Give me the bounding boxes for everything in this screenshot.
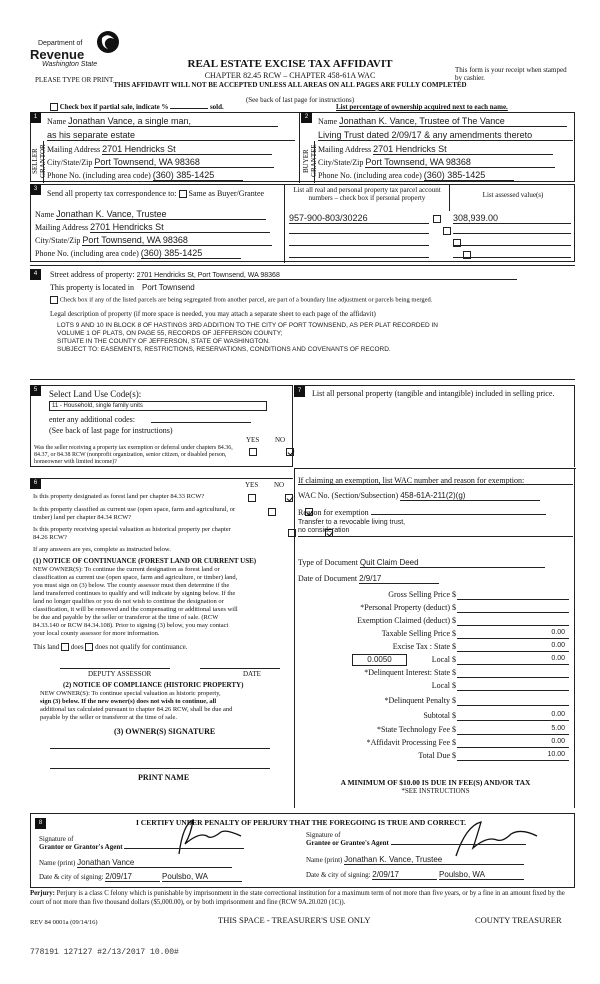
sec5-yes: YES [246, 436, 260, 444]
section-7-badge: 7 [294, 386, 305, 397]
calc-label: *Delinquent Penalty $ [384, 696, 456, 705]
wac-label: WAC No. (Section/Subsection) [298, 491, 399, 500]
notice-2-title: (2) NOTICE OF COMPLIANCE (HISTORIC PROPERTY) [63, 681, 244, 689]
located-label: This property is located in [50, 283, 134, 292]
calc-row [295, 738, 576, 752]
sec3-mail-label: Mailing Address [35, 223, 89, 232]
calc-label: Subtotal $ [423, 711, 456, 720]
sec3-mail[interactable]: 2701 Hendricks St [90, 222, 270, 233]
assessed-header: List assessed value(s) [482, 191, 544, 199]
section-3 [30, 184, 575, 262]
reason-label: Reason for exemption [298, 508, 369, 517]
does-not-checkbox[interactable] [85, 643, 93, 651]
see-back: (See back of last page for instructions) [245, 96, 355, 104]
grantee-date-label: Date & city of signing: [306, 871, 371, 879]
form-chapter: CHAPTER 82.45 RCW – CHAPTER 458-61A WAC [204, 71, 376, 80]
section-5-badge: 5 [30, 385, 41, 396]
revenue-logo [30, 30, 123, 70]
buyer-mail[interactable]: 2701 Hendricks St [373, 144, 553, 155]
grantor-name-label: Name (print) [39, 859, 76, 867]
seller-name-label: Name [47, 117, 67, 126]
sec3-city[interactable]: Port Townsend, WA 98368 [82, 235, 272, 246]
type-or-print: PLEASE TYPE OR PRINT [35, 76, 114, 84]
exemption-label: If claiming an exemption, list WAC number and reason for exemption: [298, 476, 525, 485]
grantor-signature-line[interactable] [124, 848, 244, 849]
certify: I CERTIFY UNDER PENALTY OF PERJURY THAT THE FOREGOING IS TRUE AND CORRECT. [136, 818, 467, 827]
sec3-mail-row [35, 222, 270, 233]
calc-row [295, 655, 576, 669]
seller-city[interactable]: Port Townsend, WA 98368 [94, 157, 274, 168]
sec3-city-row [35, 235, 272, 246]
grantee-signature-row [306, 831, 526, 847]
sec6-q1: Is this property designated as forest land per chapter 84.33 RCW? [33, 493, 205, 500]
parcel-number[interactable]: 957-900-803/30226 [289, 213, 429, 224]
sec6-ifany: If any answers are yes, complete as instructed below. [33, 546, 171, 553]
seller-city-row [47, 157, 274, 168]
calc-label: Total Due $ [418, 751, 456, 760]
buyer-city-label: City/State/Zip [318, 158, 364, 167]
wac-number[interactable]: 458-61A-211(2)(g) [400, 491, 540, 501]
sec6-q3: Is this property receiving special valuation as historical property per chapter 84.26 RCW? [33, 526, 231, 541]
doc-type-label: Type of Document [298, 558, 358, 567]
does-not-label: does not [95, 643, 119, 651]
grantor-signature-row [39, 835, 244, 851]
notice-1-line-8: 84.33.140 or RCW 84.34.108). Prior to signing (3) below, you may contact [33, 622, 229, 629]
doc-type-row [298, 558, 545, 568]
section-8 [30, 813, 575, 888]
sec5-no: NO [275, 436, 286, 444]
grantee-sig-label: Signature of [306, 831, 341, 839]
calc-value[interactable]: 10.00 [547, 751, 565, 758]
rev-number: REV 84 0001a (09/14/16) [30, 919, 98, 926]
calc-label: Exemption Claimed (deduct) $ [357, 616, 456, 625]
calc-row [295, 642, 576, 656]
does-label: does [70, 643, 84, 651]
dept-label: Department of [38, 40, 83, 47]
form-title: REAL ESTATE EXCISE TAX AFFIDAVIT [187, 58, 393, 70]
section-4 [30, 265, 575, 380]
continuance-row [33, 643, 187, 651]
calc-label: Local $ [431, 681, 456, 690]
buyer-city-row [318, 157, 555, 168]
grantor-name-row [39, 858, 232, 868]
buyer-city[interactable]: Port Townsend, WA 98368 [365, 157, 555, 168]
seller-mail-label: Mailing Address [47, 145, 101, 154]
street-label: Street address of property: [50, 270, 135, 279]
doc-date-label: Date of Document [298, 574, 358, 583]
calc-label: *State Technology Fee $ [376, 725, 456, 734]
calc-row [295, 603, 576, 617]
grantor-city[interactable]: Poulsbo, WA [162, 872, 242, 882]
calc-row [295, 725, 576, 739]
local-rate[interactable]: 0.0050 [352, 654, 407, 666]
section-4-badge: 4 [30, 269, 41, 280]
reason-1[interactable]: Transfer to a revocable living trust, [298, 519, 406, 526]
calc-row [295, 590, 576, 604]
sec3-phone-row [35, 248, 241, 259]
enter-codes-label: enter any additional codes: [49, 415, 135, 424]
parcel-2-checkbox[interactable] [443, 227, 451, 235]
same-as-buyer-checkbox[interactable] [179, 190, 187, 198]
qualify-label: qualify for continuance. [120, 643, 188, 651]
section-1-badge: 1 [30, 112, 41, 123]
same-as-buyer-label: Same as Buyer/Grantee [188, 189, 265, 198]
section-2-badge: 2 [301, 112, 312, 123]
buyer-name-1[interactable]: Jonathan K. Vance, Trustee of The Vance [339, 116, 567, 127]
legal-line-2: VOLUME 1 OF PLATS, ON PAGE 55, RECORDS OF JEFFERSON COUNTY; [57, 330, 283, 337]
cashier-stamp: 778191 127127 #2/13/2017 10.00# [30, 948, 179, 957]
seller-city-label: City/State/Zip [47, 158, 93, 167]
owner-signature-line[interactable] [50, 748, 270, 749]
seller-mail[interactable]: 2701 Hendricks St [102, 144, 272, 155]
seller-phone[interactable]: (360) 385-1425 [153, 170, 243, 181]
grantee-name-row [306, 855, 524, 865]
buyer-name-row [318, 116, 573, 127]
calc-label: *Delinquent Interest: State $ [364, 668, 456, 677]
buyer-phone-row [318, 170, 514, 181]
sold-label: sold. [209, 103, 224, 111]
assessed-3-line[interactable] [453, 245, 571, 246]
send-correspondence [47, 189, 264, 198]
state-label: Washington State [42, 61, 98, 68]
sec6-yes: YES [245, 481, 259, 489]
deputy-assessor-label: DEPUTY ASSESSOR [88, 670, 152, 678]
sec3-name-row [35, 209, 266, 220]
doc-date-row [298, 574, 439, 584]
sec6-q2: Is this property classified as current use (open space, farm and agricultural, or timber) land per chapter 84.34 RCW? [33, 506, 236, 521]
calc-label: Gross Selling Price $ [388, 590, 456, 599]
print-name-line[interactable] [50, 768, 270, 769]
see-instructions: *SEE INSTRUCTIONS [401, 787, 470, 795]
buyer-grantee-label: BUYER GRANTEE [302, 144, 318, 178]
print-name-label: PRINT NAME [138, 773, 190, 782]
grantor-date[interactable]: 2/09/17 [105, 872, 160, 882]
sec5-q1-no[interactable] [286, 448, 294, 456]
calc-value[interactable]: 0.00 [551, 629, 565, 636]
buyer-name-2[interactable]: Living Trust dated 2/09/17 & any amendments thereto [318, 130, 573, 141]
seller-mail-row [47, 144, 272, 155]
seller-name-row [47, 116, 295, 127]
calc-row [295, 681, 576, 695]
notice-1-line-5: land no longer qualifies or you do not wish to continue the designation or [33, 598, 224, 605]
seller-phone-row [47, 170, 243, 181]
grantee-signature-line[interactable] [391, 844, 526, 845]
sec6-q1-yes[interactable] [248, 494, 256, 502]
perjury-label: Perjury: [30, 890, 55, 897]
doc-date[interactable]: 2/9/17 [359, 574, 439, 584]
notice-1-line-1: NEW OWNER(S): To continue the current designation as forest land or [33, 566, 220, 573]
sec3-city-label: City/State/Zip [35, 236, 81, 245]
located-city[interactable]: Port Townsend [141, 283, 195, 292]
sec3-phone[interactable]: (360) 385-1425 [141, 248, 241, 259]
section-8-badge: 8 [35, 818, 46, 829]
grantee-name[interactable]: Jonathan K. Vance, Trustee [344, 855, 524, 865]
calc-value[interactable]: 0.00 [551, 711, 565, 718]
section-7 [294, 468, 575, 808]
sec3-name[interactable]: Jonathan K. Vance, Trustee [56, 209, 266, 220]
grantee-city[interactable]: Poulsbo, WA [439, 870, 524, 880]
notice-1-line-2: classification as current use (open space, farm and agriculture, or timber) land, [33, 574, 238, 581]
calc-value[interactable]: 5.00 [551, 725, 565, 732]
street-address[interactable]: 2701 Hendricks St, Port Townsend, WA 98368 [137, 272, 517, 280]
calc-row [295, 668, 576, 682]
reason-2[interactable]: no consideration [298, 527, 350, 534]
legal-line-1: LOTS 9 AND 10 IN BLOCK 8 OF HASTINGS 3RD ADDITION TO THE CITY OF PORT TOWNSEND, AS PER PLAT RECORDED IN [57, 322, 438, 329]
section-7-top [294, 385, 575, 467]
sec3-phone-label: Phone No. (including area code) [35, 249, 139, 258]
treasurer-space: THIS SPACE - TREASURER'S USE ONLY [218, 915, 371, 925]
minimum-due: A MINIMUM OF $10.00 IS DUE IN FEE(S) AND/OR TAX [340, 778, 531, 787]
land-use-code[interactable]: 11 - Household, single family units [49, 401, 267, 411]
grantor-date-row [39, 872, 242, 882]
notice-1-line-4: land transferred continues to qualify and will indicate by signing below. If the [33, 590, 236, 597]
revenue-logo-icon [96, 30, 120, 54]
legal-line-4: SUBJECT TO: EASEMENTS, RESTRICTIONS, RESERVATIONS, CONDITIONS AND COVENANTS OF RECORD. [57, 346, 391, 353]
buyer-name-label: Name [318, 117, 338, 126]
notice-2-line-2: sign (3) below. If the new owner(s) does not wish to continue, all [40, 698, 217, 705]
calc-row [295, 711, 576, 725]
owner-signature-label: (3) OWNER(S) SIGNATURE [114, 727, 216, 736]
form-notice: THIS AFFIDAVIT WILL NOT BE ACCEPTED UNLESS ALL AREAS ON ALL PAGES ARE FULLY COMPLETED [113, 81, 467, 89]
assessor-date-label: DATE [243, 670, 261, 678]
send-label: Send all property tax correspondence to: [47, 189, 177, 198]
grantor-date-label: Date & city of signing: [39, 873, 104, 881]
seller-name-1[interactable]: Jonathan Vance, a single man, [68, 116, 278, 127]
receipt-note: This form is your receipt when stamped by cashier. [455, 66, 567, 82]
section-6-badge: 6 [30, 478, 41, 489]
calc-value[interactable]: 0.00 [551, 655, 565, 662]
sec6-q1-no[interactable] [285, 494, 293, 502]
calc-label: Excise Tax : State $ [392, 642, 456, 651]
perjury-notice [30, 890, 575, 907]
section-5 [30, 385, 293, 467]
wac-row [298, 491, 540, 501]
notice-2-line-3: additional tax calculated pursuant to chapter 84.26 RCW, shall be due and [40, 706, 233, 713]
calc-row [295, 751, 576, 765]
partial-sale-checkbox[interactable] [50, 103, 58, 111]
assessed-4-line[interactable] [453, 257, 571, 258]
revenue-label: Revenue [30, 47, 85, 62]
notice-2-line-4: payable by the seller or transferor at the time of sale. [40, 714, 177, 721]
county-treasurer: COUNTY TREASURER [475, 915, 562, 925]
land-use-label: Select Land Use Code(s): [49, 389, 142, 399]
section-3-badge: 3 [30, 184, 41, 195]
seller-name-2[interactable]: as his separate estate [47, 130, 295, 141]
buyer-mail-label: Mailing Address [318, 145, 372, 154]
legal-desc-label: Legal description of property (if more space is needed, you may attach a separate sheet to each page of the affidavit) [50, 310, 376, 318]
section-1-2 [30, 112, 575, 182]
seller-phone-label: Phone No. (including area code) [47, 171, 151, 180]
pct-list-note: List percentage of ownership acquired next to each name. [336, 103, 508, 111]
sec5-q1-yes[interactable] [249, 448, 257, 456]
parcel-3-line[interactable] [289, 245, 429, 246]
personal-property-label: List all personal property (tangible and intangible) included in selling price. [312, 389, 555, 398]
calc-label: *Affidavit Processing Fee $ [366, 738, 456, 747]
buyer-phone[interactable]: (360) 385-1425 [424, 170, 514, 181]
assessed-value[interactable]: 308,939.00 [453, 213, 571, 224]
notice-1-line-6: classification, it will be removed and the compensating or additional taxes will [33, 606, 238, 613]
notice-1-line-3: you must sign on (3) below. The county assessor must then determine if the [33, 582, 230, 589]
street-row [50, 270, 517, 280]
calc-row [295, 616, 576, 630]
this-land-label: This land [33, 643, 60, 651]
notice-1-title: (1) NOTICE OF CONTINUANCE (FOREST LAND OR CURRENT USE) [33, 557, 257, 565]
calc-label: *Personal Property (deduct) $ [360, 603, 456, 612]
legal-line-3: SITUATE IN THE COUNTY OF JEFFERSON, STATE OF WASHINGTON. [57, 338, 270, 345]
segregated-checkbox[interactable] [50, 296, 58, 304]
notice-1-line-7: be due and payable by the seller or transferor at the time of sale. (RCW [33, 614, 219, 621]
notice-2-line-1: NEW OWNER(S): To continue special valuation as historic property, [40, 690, 221, 697]
reason-row [298, 508, 546, 517]
grantor-label: Grantor or Grantor's Agent [39, 843, 123, 851]
grantee-name-label: Name (print) [306, 856, 343, 864]
section-6 [30, 478, 293, 853]
buyer-phone-label: Phone No. (including area code) [318, 171, 422, 180]
grantee-date[interactable]: 2/09/17 [372, 870, 437, 880]
perjury-text: Perjury is a class C felony which is punishable by imprisonment in the state correctional institution for a maximum term of not more than five years, or by a fine in an amount fixed by the court of not more than five thousand dollars ($5,000.00), or by both imprisonment and fine (RCW 9A.20.020 (1C)). [30, 890, 565, 906]
assessed-2-line[interactable] [453, 233, 571, 234]
parcel-header: List all real and personal property tax parcel account numbers – check box if personal property [293, 186, 441, 202]
segregated-label: Check box if any of the listed parcels are being segregated from another parcel, are part of a boundary line adjustment or parcels being merged. [59, 296, 433, 304]
buyer-mail-row [318, 144, 553, 155]
calc-row [295, 696, 576, 710]
partial-sale-label: Check box if partial sale, indicate % [59, 103, 169, 111]
sec6-no: NO [274, 481, 285, 489]
grantee-label: Grantee or Grantee's Agent [306, 839, 389, 847]
calc-value[interactable]: 0.00 [551, 642, 565, 649]
seller-grantor-label: SELLER GRANTOR [31, 144, 47, 178]
does-checkbox[interactable] [61, 643, 69, 651]
sec3-name-label: Name [35, 210, 55, 219]
grantor-name[interactable]: Jonathan Vance [77, 858, 232, 868]
sec6-q2-yes[interactable] [268, 508, 276, 516]
doc-type[interactable]: Quit Claim Deed [360, 558, 545, 568]
sec5-see-back: (See back of last page for instructions) [49, 426, 173, 435]
grantor-sig-label: Signature of [39, 835, 74, 843]
grantee-date-row [306, 870, 524, 880]
located-row [50, 283, 242, 292]
calc-label: Taxable Selling Price $ [381, 629, 456, 638]
parcel-4-line[interactable] [289, 257, 429, 258]
segregated-row [50, 296, 432, 304]
partial-sale [50, 103, 224, 111]
tax-calculation [295, 590, 576, 760]
notice-1-line-9: your local county assessor for more information. [33, 630, 160, 637]
calc-value[interactable]: 0.00 [551, 738, 565, 745]
additional-codes-input[interactable] [151, 422, 251, 423]
calc-row [295, 629, 576, 643]
parcel-2-line[interactable] [289, 233, 429, 234]
calc-label: Local $ [431, 655, 456, 664]
sec5-q1: Was the seller receiving a property tax exemption or deferral under chapters 84.36, 84.37, or 84.38 RCW (nonprofit organization, senior citizen, or disabled person, homeowner with limited income)? [34, 445, 233, 465]
parcel-1-checkbox[interactable] [433, 215, 441, 223]
